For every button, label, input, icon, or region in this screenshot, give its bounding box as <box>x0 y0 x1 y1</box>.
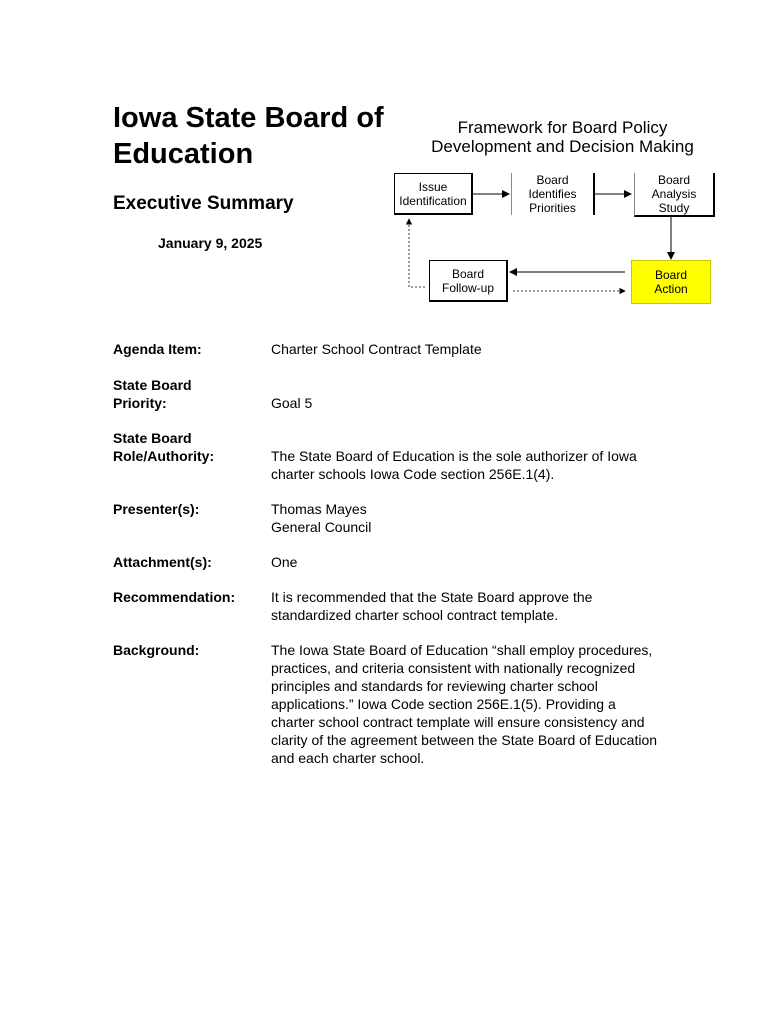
step-board-follow-up: Board Follow-up <box>429 260 508 302</box>
field-presenters <box>113 500 673 536</box>
field-recommendation <box>113 588 673 624</box>
field-value: Charter School Contract Template <box>271 341 482 357</box>
field-value: It is recommended that the State Board approve the standardized charter school contract template. <box>271 589 593 623</box>
framework-title: Framework for Board Policy Development and Decision Making <box>431 118 694 156</box>
field-label: Presenter(s): <box>113 501 200 517</box>
field-label: State Board Role/Authority: <box>113 430 215 464</box>
framework-diagram <box>385 165 725 310</box>
field-label: Background: <box>113 642 200 658</box>
field-label: Agenda Item: <box>113 341 202 357</box>
field-agenda-item <box>113 340 673 358</box>
field-attachments <box>113 553 673 571</box>
step-issue-identification: Issue Identification <box>394 173 473 215</box>
meeting-date: January 9, 2025 <box>158 235 263 251</box>
step-analysis-study: Board Analysis Study <box>634 173 715 217</box>
field-value: Thomas Mayes General Council <box>271 501 372 535</box>
summary-fields <box>113 340 673 784</box>
field-role-authority <box>113 429 673 483</box>
field-value: Goal 5 <box>271 395 313 411</box>
step-identifies-priorities: Board Identifies Priorities <box>511 173 595 215</box>
step-board-action: Board Action <box>631 260 711 304</box>
field-label: Attachment(s): <box>113 554 212 570</box>
document-title: Iowa State Board of Education <box>113 102 384 170</box>
field-value: The State Board of Education is the sole authorizer of Iowa charter schools Iowa Code section 256E.1(4). <box>271 448 637 482</box>
field-background <box>113 641 673 767</box>
field-priority <box>113 376 673 412</box>
field-value: The Iowa State Board of Education “shall employ procedures, practices, and criteria consistent with nationally recognized principles and standards for reviewing charter school applications.” Iowa Code section 256E.1(5). Providing a charter school contract template will ensure consistency and clarity of the agreement between the State Board of Education and each charter school. <box>271 642 658 766</box>
document-subtitle: Executive Summary <box>113 193 294 214</box>
field-value: One <box>271 554 298 570</box>
field-label: Recommendation: <box>113 589 236 605</box>
field-label: State Board Priority: <box>113 377 192 411</box>
arrow-followup-to-issue <box>409 219 425 287</box>
